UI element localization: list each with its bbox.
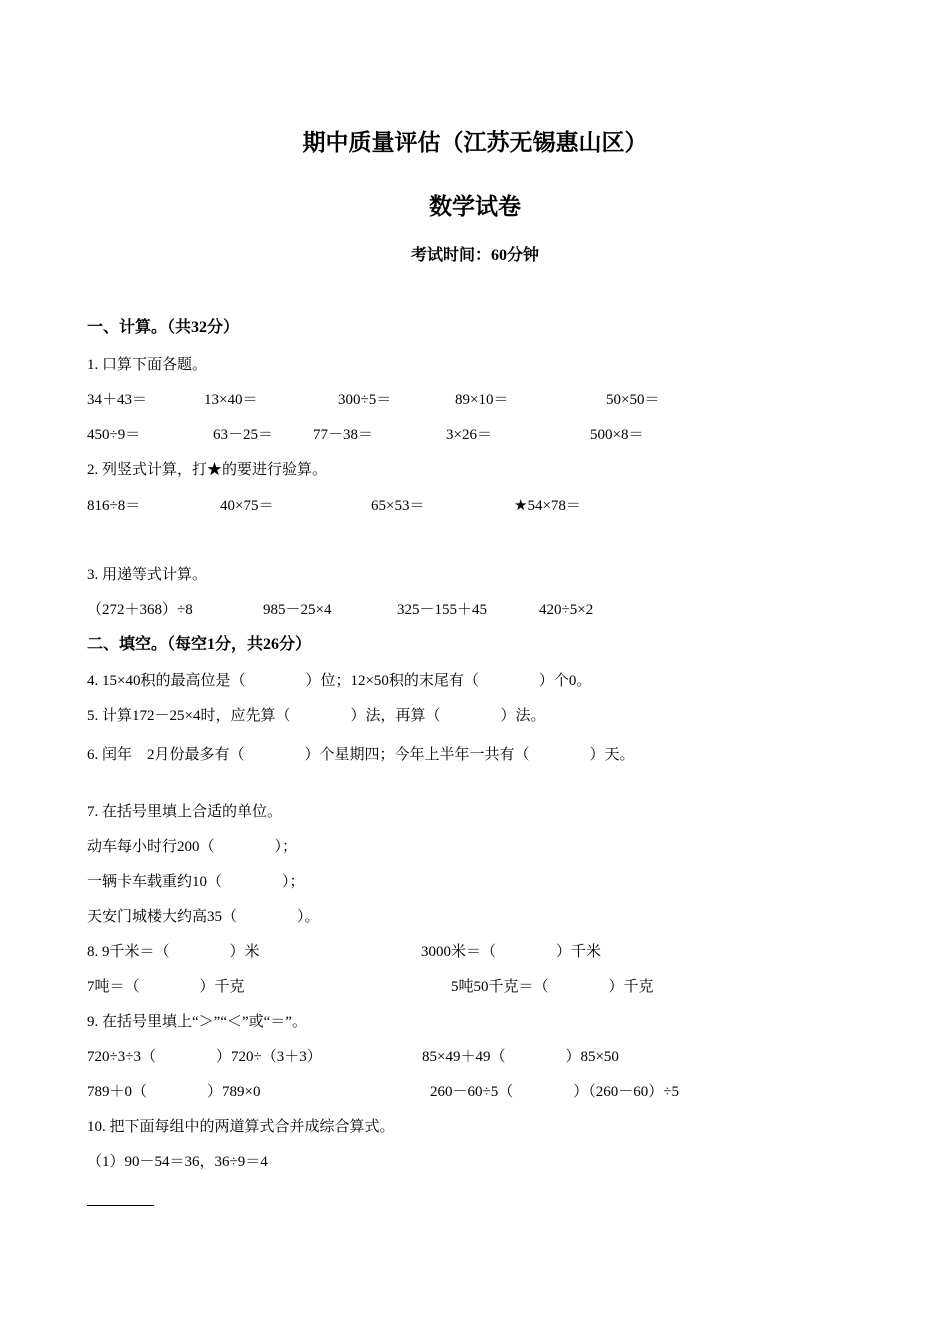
vertical-calc-item: 65×53＝ xyxy=(371,498,425,514)
section-1-heading: 一、计算。（共32分） xyxy=(87,319,240,336)
compare-item: 720÷3÷3（ ）720÷（3＋3） xyxy=(87,1049,322,1065)
question-8-d: 5吨50千克＝（ ）千克 xyxy=(451,979,654,995)
question-10-item-1: （1）90－54＝36，36÷9＝4 xyxy=(87,1154,268,1170)
vertical-calc-item: 40×75＝ xyxy=(220,498,274,514)
vertical-calc-item: 816÷8＝ xyxy=(87,498,141,514)
question-7-label: 7. 在括号里填上合适的单位。 xyxy=(87,804,283,820)
oral-calc-item: 50×50＝ xyxy=(606,392,660,408)
compare-item: 260－60÷5（ ）（260－60）÷5 xyxy=(430,1084,679,1100)
vertical-calc-item-starred: ★54×78＝ xyxy=(514,498,581,514)
unit-fill-line: 动车每小时行200（ ）； xyxy=(87,839,298,855)
stepwise-calc-item: 420÷5×2 xyxy=(539,602,594,618)
oral-calc-item: 77－38＝ xyxy=(313,427,374,443)
question-1-label: 1. 口算下面各题。 xyxy=(87,357,208,373)
oral-calc-item: 500×8＝ xyxy=(590,427,644,443)
oral-calc-item: 3×26＝ xyxy=(446,427,492,443)
oral-calc-item: 34＋43＝ xyxy=(87,392,148,408)
unit-fill-line: 一辆卡车载重约10（ ）； xyxy=(87,874,305,890)
exam-subtitle: 数学试卷 xyxy=(429,194,521,219)
question-8-c: 7吨＝（ ）千克 xyxy=(87,979,245,995)
oral-calc-item: 63－25＝ xyxy=(213,427,274,443)
question-6: 6. 闰年 2月份最多有（ ）个星期四；今年上半年一共有（ ）天。 xyxy=(87,747,635,763)
oral-calc-item: 450÷9＝ xyxy=(87,427,141,443)
question-5: 5. 计算172－25×4时，应先算（ ）法，再算（ ）法。 xyxy=(87,708,546,724)
stepwise-calc-item: 985－25×4 xyxy=(263,602,332,618)
answer-line xyxy=(87,1205,154,1206)
compare-item: 789＋0（ ）789×0 xyxy=(87,1084,261,1100)
question-2-label: 2. 列竖式计算，打★的要进行验算。 xyxy=(87,462,328,478)
unit-fill-line: 天安门城楼大约高35（ ）。 xyxy=(87,909,320,925)
question-10-label: 10. 把下面每组中的两道算式合并成综合算式。 xyxy=(87,1119,395,1135)
question-8-b: 3000米＝（ ）千米 xyxy=(421,944,602,960)
question-9-label: 9. 在括号里填上“＞”“＜”或“＝”。 xyxy=(87,1014,307,1030)
exam-title: 期中质量评估（江苏无锡惠山区） xyxy=(302,130,648,155)
section-2-heading: 二、填空。（每空1分，共26分） xyxy=(87,636,312,653)
oral-calc-item: 13×40＝ xyxy=(204,392,258,408)
oral-calc-item: 89×10＝ xyxy=(455,392,509,408)
stepwise-calc-item: （272＋368）÷8 xyxy=(87,602,193,618)
question-4: 4. 15×40积的最高位是（ ）位；12×50积的末尾有（ ）个0。 xyxy=(87,673,592,689)
compare-item: 85×49＋49（ ）85×50 xyxy=(422,1049,619,1065)
question-3-label: 3. 用递等式计算。 xyxy=(87,567,208,583)
question-8-a: 8. 9千米＝（ ）米 xyxy=(87,944,260,960)
stepwise-calc-item: 325－155＋45 xyxy=(397,602,488,618)
oral-calc-item: 300÷5＝ xyxy=(338,392,392,408)
exam-time: 考试时间：60分钟 xyxy=(410,247,539,264)
